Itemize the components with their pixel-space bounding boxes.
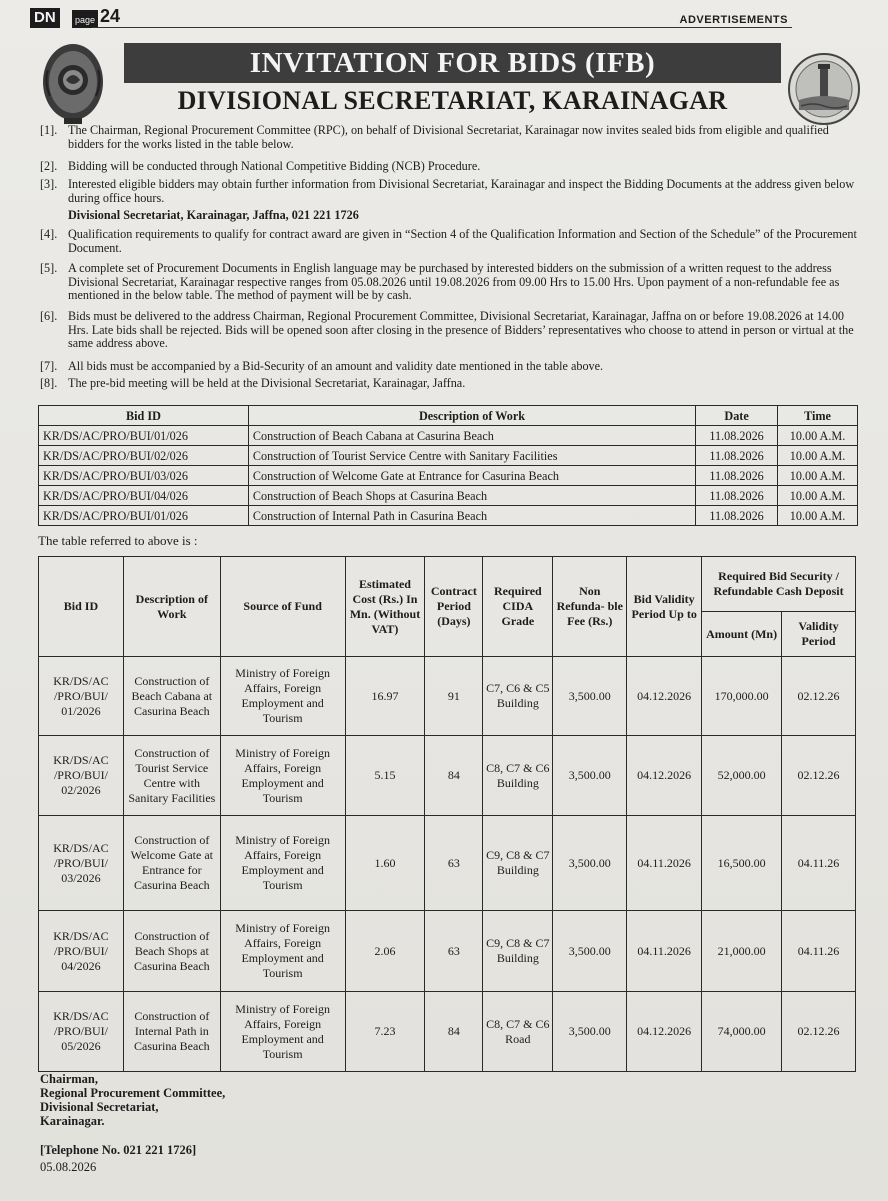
table-row	[39, 911, 856, 992]
date-cell: 11.08.2026	[696, 486, 778, 506]
column-header: Amount (Mn)	[702, 612, 782, 657]
time-cell: 10.00 A.M.	[778, 426, 858, 446]
contact-address: Divisional Secretariat, Karainagar, Jaffna, 021 221 1726	[68, 208, 359, 222]
cida-cell: C9, C8 & C7 Building	[483, 816, 553, 911]
cost-cell: 5.15	[345, 736, 425, 816]
clause-number: [4].	[40, 227, 58, 241]
description-cell: Construction of Beach Shops at Casurina Beach	[248, 486, 695, 506]
bid-id-cell: KR/DS/AC/PRO/BUI/01/026	[39, 506, 249, 526]
clause-text: Bids must be delivered to the address Chairman, Regional Procurement Committee, Divisional Secretariat, Karainagar, Jaffna on or before 19.08.2026 at 14.00 Hrs. Late bids shall be rejected. Bids will be opened soon after closing in the presence of Bidders’ representatives who choose to attend in person or virtual at the same address above.	[68, 309, 854, 351]
fee-cell: 3,500.00	[553, 657, 627, 736]
signature-line: Chairman,	[40, 1072, 98, 1086]
column-header: Source of Fund	[220, 557, 345, 657]
clause-1	[40, 124, 862, 151]
bid-id-cell: KR/DS/AC /PRO/BUI/ 04/2026	[39, 911, 124, 992]
clause-3	[40, 178, 862, 205]
validity-cell: 04.11.2026	[627, 816, 702, 911]
description-cell: Construction of Tourist Service Centre with Sanitary Facilities	[248, 446, 695, 466]
table-header-row	[39, 557, 856, 612]
table-header-row	[39, 406, 858, 426]
amount-cell: 16,500.00	[702, 816, 782, 911]
time-cell: 10.00 A.M.	[778, 486, 858, 506]
column-header: Time	[778, 406, 858, 426]
security-validity-cell: 02.12.26	[782, 736, 856, 816]
description-cell: Construction of Internal Path in Casurina Beach	[248, 506, 695, 526]
cost-cell: 2.06	[345, 911, 425, 992]
validity-cell: 04.12.2026	[627, 736, 702, 816]
clause-number: [8].	[40, 376, 58, 390]
source-cell: Ministry of Foreign Affairs, Foreign Employment and Tourism	[220, 911, 345, 992]
table-row	[39, 446, 858, 466]
publish-date: 05.08.2026	[40, 1160, 97, 1174]
fee-cell: 3,500.00	[553, 816, 627, 911]
page-number: 24	[100, 6, 121, 26]
page-word: page	[72, 10, 98, 28]
clause-7	[40, 360, 862, 374]
table-row	[39, 486, 858, 506]
description-cell: Construction of Beach Cabana at Casurina Beach	[248, 426, 695, 446]
date-cell: 11.08.2026	[696, 446, 778, 466]
column-header: Non Refunda- ble Fee (Rs.)	[553, 557, 627, 657]
column-header: Description of Work	[248, 406, 695, 426]
cida-cell: C8, C7 & C6 Building	[483, 736, 553, 816]
column-header: Date	[696, 406, 778, 426]
header-rule	[92, 27, 792, 28]
source-cell: Ministry of Foreign Affairs, Foreign Employment and Tourism	[220, 992, 345, 1072]
period-cell: 84	[425, 736, 483, 816]
column-header: Required Bid Security / Refundable Cash Deposit	[702, 557, 856, 612]
cida-cell: C7, C6 & C5 Building	[483, 657, 553, 736]
bid-id-cell: KR/DS/AC/PRO/BUI/04/026	[39, 486, 249, 506]
fee-cell: 3,500.00	[553, 736, 627, 816]
clause-number: [2].	[40, 159, 58, 173]
signature-line: Karainagar.	[40, 1114, 105, 1128]
section-label: ADVERTISEMENTS	[679, 14, 788, 26]
amount-cell: 52,000.00	[702, 736, 782, 816]
clause-text: Interested eligible bidders may obtain further information from Divisional Secretariat, Karainagar and inspect the Bidding Documents at the address given below during office hours.	[68, 177, 855, 205]
source-cell: Ministry of Foreign Affairs, Foreign Employment and Tourism	[220, 657, 345, 736]
bid-id-cell: KR/DS/AC /PRO/BUI/ 01/2026	[39, 657, 124, 736]
national-emblem-icon	[40, 40, 106, 128]
column-header: Bid ID	[39, 406, 249, 426]
period-cell: 63	[425, 816, 483, 911]
signature-block	[40, 1072, 225, 1128]
cost-cell: 7.23	[345, 992, 425, 1072]
clause-number: [3].	[40, 177, 58, 191]
period-cell: 91	[425, 657, 483, 736]
security-validity-cell: 04.11.26	[782, 911, 856, 992]
bid-id-cell: KR/DS/AC /PRO/BUI/ 02/2026	[39, 736, 124, 816]
signature-line: Divisional Secretariat,	[40, 1100, 159, 1114]
dn-tag: DN	[30, 8, 60, 28]
clause-2	[40, 160, 862, 174]
cost-cell: 16.97	[345, 657, 425, 736]
signature-line: Regional Procurement Committee,	[40, 1086, 226, 1100]
karainagar-logo-icon	[787, 52, 861, 126]
table-row	[39, 506, 858, 526]
pre-bid-schedule-table	[38, 405, 858, 526]
column-header: Description of Work	[123, 557, 220, 657]
description-cell: Construction of Tourist Service Centre with Sanitary Facilities	[123, 736, 220, 816]
bid-details-table	[38, 556, 856, 1072]
security-validity-cell: 04.11.26	[782, 816, 856, 911]
amount-cell: 21,000.00	[702, 911, 782, 992]
column-header: Estimated Cost (Rs.) In Mn. (Without VAT)	[345, 557, 425, 657]
date-cell: 11.08.2026	[696, 426, 778, 446]
clause-5	[40, 262, 862, 303]
clause-4	[40, 228, 862, 255]
time-cell: 10.00 A.M.	[778, 466, 858, 486]
validity-cell: 04.12.2026	[627, 992, 702, 1072]
validity-cell: 04.12.2026	[627, 657, 702, 736]
telephone-line: [Telephone No. 021 221 1726]	[40, 1143, 197, 1157]
cida-cell: C8, C7 & C6 Road	[483, 992, 553, 1072]
fee-cell: 3,500.00	[553, 911, 627, 992]
column-header: Bid ID	[39, 557, 124, 657]
clause-text: Bidding will be conducted through National Competitive Bidding (NCB) Procedure.	[68, 159, 481, 173]
bid-id-cell: KR/DS/AC /PRO/BUI/ 03/2026	[39, 816, 124, 911]
cida-cell: C9, C8 & C7 Building	[483, 911, 553, 992]
validity-cell: 04.11.2026	[627, 911, 702, 992]
period-cell: 84	[425, 992, 483, 1072]
description-cell: Construction of Welcome Gate at Entrance for Casurina Beach	[248, 466, 695, 486]
security-validity-cell: 02.12.26	[782, 992, 856, 1072]
table-row	[39, 466, 858, 486]
time-cell: 10.00 A.M.	[778, 446, 858, 466]
description-cell: Construction of Beach Cabana at Casurina Beach	[123, 657, 220, 736]
cost-cell: 1.60	[345, 816, 425, 911]
column-header: Validity Period	[782, 612, 856, 657]
table-intro-text: The table referred to above is :	[38, 533, 198, 548]
security-validity-cell: 02.12.26	[782, 657, 856, 736]
clause-text: A complete set of Procurement Documents in English language may be purchased by interested bidders on the submission of a written request to the address Divisional Secretariat, Karainagar respective ranges from 05.08.2026 until 19.08.2026 from 09.00 Hrs to 15.00 Hrs. Upon payment of a non-refundable fee as mentioned in the below table. The method of payment will be by cash.	[68, 261, 840, 303]
table-row	[39, 816, 856, 911]
description-cell: Construction of Internal Path in Casurina Beach	[123, 992, 220, 1072]
amount-cell: 170,000.00	[702, 657, 782, 736]
clause-6	[40, 310, 862, 351]
ifb-title: INVITATION FOR BIDS (IFB)	[124, 43, 781, 83]
clause-number: [1].	[40, 123, 58, 137]
clause-number: [7].	[40, 359, 58, 373]
description-cell: Construction of Beach Shops at Casurina Beach	[123, 911, 220, 992]
table-row	[39, 992, 856, 1072]
secretariat-title: DIVISIONAL SECRETARIAT, KARAINAGAR	[177, 86, 728, 115]
column-header: Contract Period (Days)	[425, 557, 483, 657]
clause-number: [6].	[40, 309, 58, 323]
description-cell: Construction of Welcome Gate at Entrance for Casurina Beach	[123, 816, 220, 911]
bid-id-cell: KR/DS/AC /PRO/BUI/ 05/2026	[39, 992, 124, 1072]
period-cell: 63	[425, 911, 483, 992]
time-cell: 10.00 A.M.	[778, 506, 858, 526]
date-cell: 11.08.2026	[696, 466, 778, 486]
source-cell: Ministry of Foreign Affairs, Foreign Employment and Tourism	[220, 816, 345, 911]
column-header: Bid Validity Period Up to	[627, 557, 702, 657]
table-row	[39, 657, 856, 736]
bid-id-cell: KR/DS/AC/PRO/BUI/02/026	[39, 446, 249, 466]
amount-cell: 74,000.00	[702, 992, 782, 1072]
table-row	[39, 736, 856, 816]
clause-8	[40, 377, 862, 391]
clause-number: [5].	[40, 261, 58, 275]
table-row	[39, 426, 858, 446]
clause-text: The pre-bid meeting will be held at the Divisional Secretariat, Karainagar, Jaffna.	[68, 376, 466, 390]
source-cell: Ministry of Foreign Affairs, Foreign Employment and Tourism	[220, 736, 345, 816]
date-cell: 11.08.2026	[696, 506, 778, 526]
bid-id-cell: KR/DS/AC/PRO/BUI/03/026	[39, 466, 249, 486]
page-header	[30, 6, 810, 28]
clause-text: The Chairman, Regional Procurement Committee (RPC), on behalf of Divisional Secretariat, Karainagar now invites sealed bids from eligible and qualified bidders for the works listed in the table below.	[68, 123, 829, 151]
clause-text: All bids must be accompanied by a Bid-Security of an amount and validity date mentioned in the table above.	[68, 359, 604, 373]
column-header: Required CIDA Grade	[483, 557, 553, 657]
clause-text: Qualification requirements to qualify for contract award are given in “Section 4 of the Qualification Information and Section of the Schedule” of the Procurement Document.	[68, 227, 857, 255]
fee-cell: 3,500.00	[553, 992, 627, 1072]
bid-id-cell: KR/DS/AC/PRO/BUI/01/026	[39, 426, 249, 446]
